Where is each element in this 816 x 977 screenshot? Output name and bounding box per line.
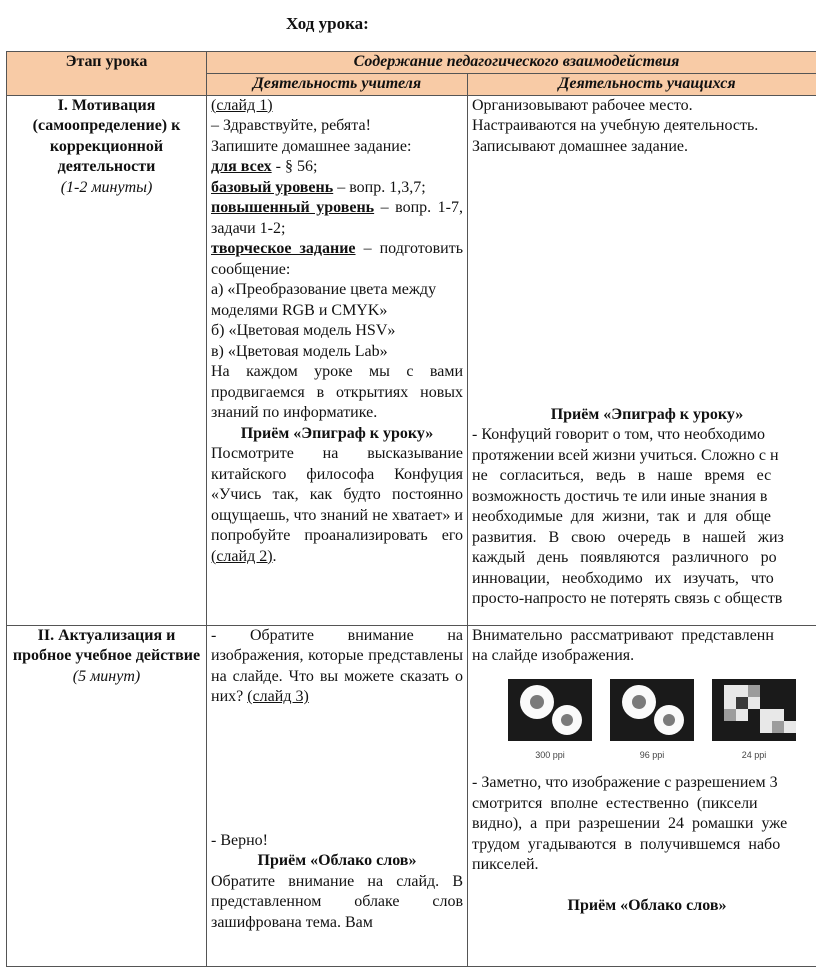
answer-line: видно), а при разрешении 24 ромашки уже [472, 815, 788, 832]
ppi-comparison [472, 667, 816, 766]
answer-line: - Конфуций говорит о том, что необходимо [472, 426, 765, 443]
teacher-text: - Обратите внимание на изображения, которые представлены на слайде. Что вы можете сказать о них? [211, 626, 463, 705]
answer-line: протяжении всей жизни учиться. Сложно с н [472, 446, 779, 464]
teacher-cell [207, 625, 468, 966]
header-stage: Этап урока [7, 52, 207, 96]
students-answer [472, 425, 816, 610]
students-text: Записывают домашнее задание. [472, 137, 688, 155]
teacher-text: На каждом уроке мы с вами продвигаемся в открытиях новых знаний по информатике. [211, 363, 463, 421]
answer-line: просто-напросто не потерять связь с обществ [472, 590, 783, 607]
slide-link: (слайд 1) [211, 96, 273, 114]
students-cell [468, 95, 816, 625]
answer-line: смотрится вполне естественно (пиксели [472, 794, 758, 812]
table-row [7, 95, 816, 625]
header-content: Содержание педагогического взаимодействия [207, 52, 816, 74]
method-title: Приём «Эпиграф к уроку» [550, 405, 744, 423]
homework-all-text: - § 56; [271, 158, 318, 175]
answer-line: инновации, необходимо их изучать, что [472, 569, 774, 587]
students-cell [468, 625, 816, 966]
table-row [7, 625, 816, 966]
homework-creative-label: творческое задание [211, 240, 356, 257]
stage-title: I. Мотивация (самоопределение) к коррекционной деятельности [32, 96, 181, 175]
teacher-text: – Здравствуйте, ребята! [211, 117, 371, 134]
homework-adv-label: повышенный уровень [211, 199, 375, 216]
header-teacher: Деятельность учителя [207, 74, 468, 96]
teacher-text: Посмотрите на высказывание китайского философа Конфуция «Учись так, как будто постоянно ощущаешь, что знаний не хватает» и попробуйте проанализировать его [211, 445, 463, 544]
teacher-text-end: . [272, 547, 277, 565]
teacher-cell [207, 95, 468, 625]
homework-creative-text: – подготовить сообщение: [211, 240, 463, 278]
method-title: Приём «Облако слов» [257, 852, 417, 869]
topic-a: а) «Преобразование цвета между моделями RGB и CMYK» [211, 281, 437, 319]
students-answer [472, 773, 816, 876]
header-students: Деятельность учащихся [468, 74, 816, 96]
teacher-text: Запишите домашнее задание: [211, 137, 412, 155]
answer-line: необходимые для жизни, так и для обще [472, 508, 772, 525]
stage-time: (5 минут) [72, 667, 141, 685]
ppi-label: 96 ppi [639, 749, 665, 760]
answer-line: возможность достичь те или иные знания в [472, 487, 768, 505]
daisy-photo-medium-icon [610, 679, 694, 741]
homework-all-label: для всех [211, 158, 272, 175]
students-text: Настраиваются на учебную деятельность. [472, 117, 759, 134]
teacher-text: Обратите внимание на слайд. В представленном облаке слов зашифрована тема. Вам [211, 872, 463, 931]
students-text: Организовывают рабочее место. [472, 96, 693, 114]
answer-line: - Заметно, что изображение с разрешением 3 [472, 774, 778, 791]
ppi-image-24 [712, 679, 796, 766]
answer-line: не согласиться, ведь в наше время ес [472, 467, 772, 484]
topic-c: в) «Цветовая модель Lab» [211, 342, 388, 360]
teacher-text: - Верно! [211, 831, 268, 849]
stage-title: II. Актуализация и пробное учебное действие [12, 626, 201, 664]
method-title: Приём «Облако слов» [567, 896, 727, 914]
answer-line: трудом угадываются в получившемся набо [472, 835, 781, 853]
answer-line: пикселей. [472, 856, 539, 873]
answer-line: каждый день появляются различного ро [472, 549, 777, 566]
ppi-label: 24 ppi [741, 749, 767, 760]
daisy-photo-pixelated-icon [712, 679, 796, 741]
slide-link: (слайд 3) [247, 688, 309, 705]
stage-cell [7, 625, 207, 966]
homework-base-text: – вопр. 1,3,7; [333, 178, 426, 196]
daisy-photo-sharp-icon [508, 679, 592, 741]
lesson-table [6, 51, 816, 967]
ppi-image-96 [610, 679, 694, 766]
method-title: Приём «Эпиграф к уроку» [240, 424, 434, 442]
ppi-label: 300 ppi [535, 749, 565, 760]
topic-b: б) «Цветовая модель HSV» [211, 322, 396, 339]
stage-cell [7, 95, 207, 625]
students-text: Внимательно рассматривают представленн [472, 626, 774, 644]
slide-link: (слайд 2) [211, 547, 273, 565]
homework-adv-text: – вопр. 1-7, задачи 1-2; [211, 199, 463, 237]
ppi-image-300 [508, 679, 592, 766]
page-title: Ход урока: [286, 14, 369, 33]
answer-line: развития. В свою очередь в нашей жиз [472, 528, 784, 546]
homework-base-label: базовый уровень [211, 178, 334, 196]
students-text: на слайде изображения. [472, 647, 635, 664]
stage-time: (1-2 минуты) [60, 178, 153, 196]
